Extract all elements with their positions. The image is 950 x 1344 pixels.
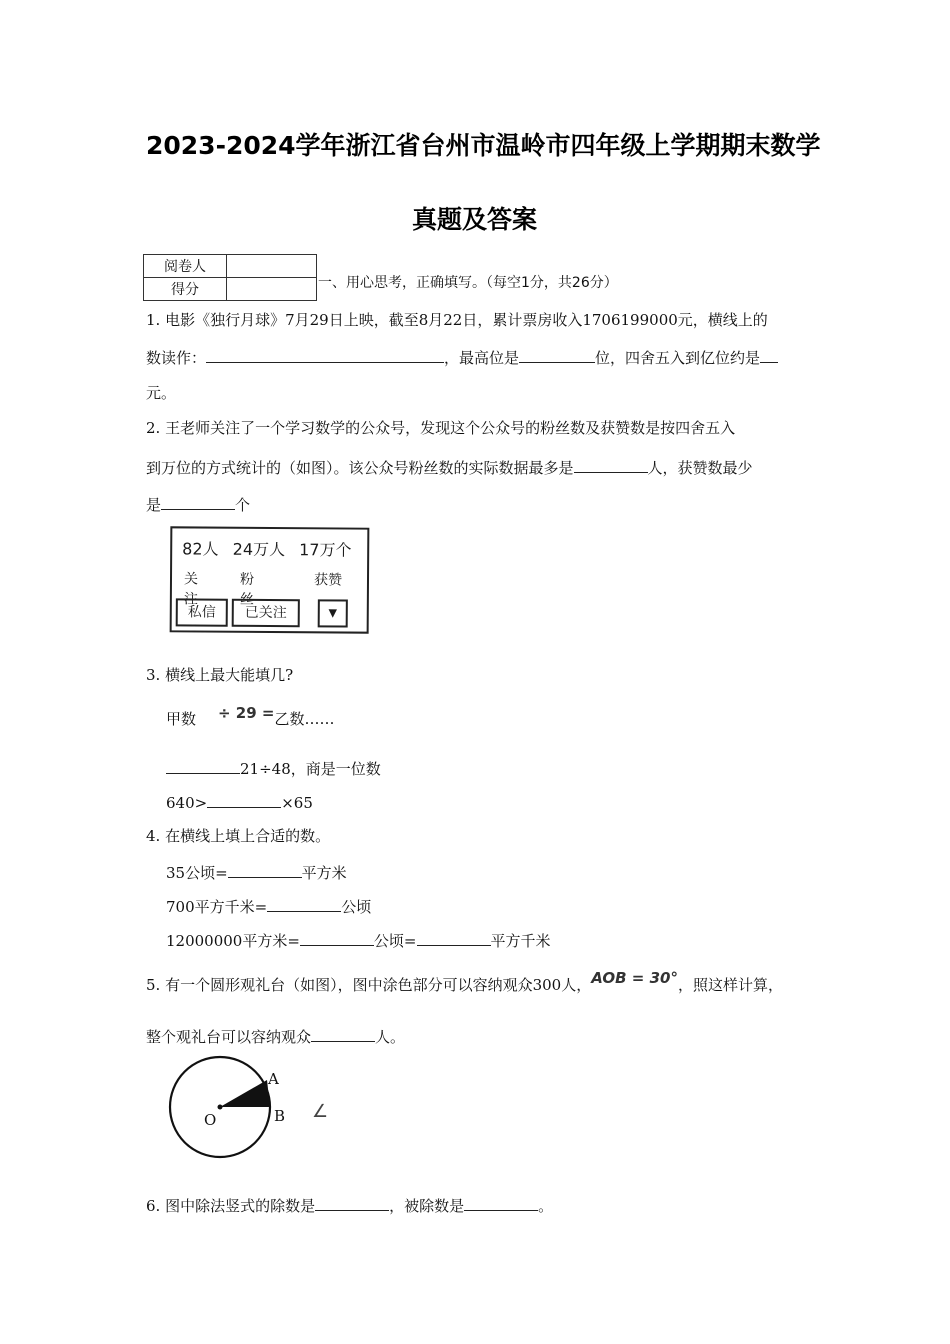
label-b: B — [274, 1107, 286, 1125]
label-o: O — [204, 1111, 217, 1129]
message-button[interactable]: 私信 — [176, 598, 228, 626]
q4-text-2a: 700平方千米= — [166, 898, 268, 916]
q2-line3 — [146, 493, 250, 515]
q6-text-c: 。 — [538, 1197, 554, 1215]
q2-blank-likes[interactable] — [161, 493, 235, 510]
q4-text-1a: 35公顷= — [166, 864, 228, 882]
q2-text-a: 到万位的方式统计的（如图）。该公众号粉丝数的实际数据最多是 — [146, 459, 574, 477]
q3-item1 — [166, 704, 335, 729]
center-point — [218, 1105, 223, 1110]
q3-blank-3[interactable] — [207, 791, 281, 808]
q2-text-d: 个 — [235, 496, 251, 514]
section-heading: 一、用心思考，正确填写。（每空1分，共26分） — [318, 275, 618, 291]
q5-math-angle: AOB = 30° — [591, 969, 678, 987]
dropdown-triangle-icon[interactable]: ▼ — [318, 599, 348, 627]
q4-item3 — [166, 929, 551, 951]
label-fans: 粉丝 — [239, 571, 255, 608]
q1-text-b: ，最高位是 — [444, 349, 520, 367]
q4-text-2b: 公顷 — [341, 898, 372, 916]
grader-label: 阅卷人 — [144, 255, 227, 278]
document-title-line1: 2023-2024学年浙江省台州市温岭市四年级上学期期末数学 — [146, 131, 821, 160]
q3-text-3b: ×65 — [281, 794, 313, 812]
label-following: 关注 — [183, 571, 199, 608]
q3-text-2: 21÷48，商是一位数 — [240, 760, 381, 778]
score-table — [143, 254, 317, 301]
q5-text-d: 人。 — [375, 1028, 406, 1046]
q3-prompt: 3. 横线上最大能填几? — [146, 666, 294, 684]
q5-line1 — [146, 969, 783, 995]
grader-field[interactable] — [227, 255, 317, 278]
q3-text-yi: 乙数…… — [274, 710, 335, 728]
q1-blank-rounded[interactable] — [760, 346, 778, 363]
profile-stats — [182, 536, 360, 560]
q4-blank-1[interactable] — [228, 861, 302, 878]
q5-line2 — [146, 1025, 405, 1047]
q6-text-a: 6. 图中除法竖式的除数是 — [146, 1197, 316, 1215]
q6-blank-dividend[interactable] — [464, 1194, 538, 1211]
q4-text-1b: 平方米 — [301, 864, 347, 882]
score-row-grader — [144, 255, 317, 278]
q4-text-3c: 平方千米 — [490, 932, 551, 950]
q3-text-3a: 640> — [166, 794, 208, 812]
document-title-line2: 真题及答案 — [412, 205, 538, 234]
q4-item1 — [166, 861, 347, 883]
q2-figure-profile-card — [170, 526, 370, 633]
q5-text-a: 5. 有一个圆形观礼台（如图），图中涂色部分可以容纳观众300人， — [146, 976, 592, 994]
score-label: 得分 — [144, 278, 227, 301]
q4-blank-3a[interactable] — [300, 929, 374, 946]
stat-fans: 24万人 — [232, 539, 286, 560]
score-row-score — [144, 278, 317, 301]
stat-likes: 17万个 — [299, 540, 352, 560]
q3-blank-2[interactable] — [166, 757, 240, 774]
q6-line — [146, 1194, 553, 1216]
q3-math-divide: ÷ 29 = — [218, 704, 275, 722]
q2-line2 — [146, 456, 753, 478]
score-field[interactable] — [227, 278, 317, 301]
q4-text-3a: 12000000平方米= — [166, 932, 300, 950]
q1-line3: 元。 — [146, 384, 177, 402]
shaded-sector — [220, 1080, 270, 1107]
q6-text-b: ，被除数是 — [389, 1197, 465, 1215]
q2-text-c: 是 — [146, 496, 162, 514]
q4-prompt: 4. 在横线上填上合适的数。 — [146, 827, 331, 845]
q1-text-c: 位，四舍五入到亿位约是 — [595, 349, 761, 367]
q1-text-a: 数读作： — [146, 349, 207, 367]
q1-line1: 1. 电影《独行月球》7月29日上映，截至8月22日，累计票房收入1706199000元，横线上的 — [146, 311, 768, 329]
q1-line2 — [146, 346, 778, 368]
q2-line1: 2. 王老师关注了一个学习数学的公众号，发现这个公众号的粉丝数及获赞数是按四舍五入 — [146, 419, 736, 437]
stat-following: 82人 — [182, 539, 219, 559]
q3-item3 — [166, 791, 313, 813]
q2-blank-fans[interactable] — [574, 456, 648, 473]
q5-figure-circle — [168, 1055, 348, 1170]
q4-item2 — [166, 895, 371, 917]
q6-blank-divisor[interactable] — [315, 1194, 389, 1211]
q4-text-3b: 公顷= — [373, 932, 417, 950]
followed-button[interactable]: 已关注 — [232, 599, 300, 627]
label-a: A — [268, 1070, 279, 1088]
q1-blank-reading[interactable] — [206, 346, 444, 363]
q3-item2 — [166, 757, 381, 779]
q2-text-b: 人，获赞数最少 — [647, 459, 753, 477]
q5-blank-total[interactable] — [311, 1025, 375, 1042]
q4-blank-2[interactable] — [267, 895, 341, 912]
q4-blank-3b[interactable] — [417, 929, 491, 946]
angle-icon: ∠ — [312, 1101, 329, 1122]
q5-text-c: 整个观礼台可以容纳观众 — [146, 1028, 312, 1046]
q1-blank-highest-place[interactable] — [519, 346, 595, 363]
q3-text-jia: 甲数 — [166, 710, 197, 728]
q5-text-b: ，照这样计算， — [677, 976, 783, 994]
label-likes: 获赞 — [313, 572, 343, 589]
